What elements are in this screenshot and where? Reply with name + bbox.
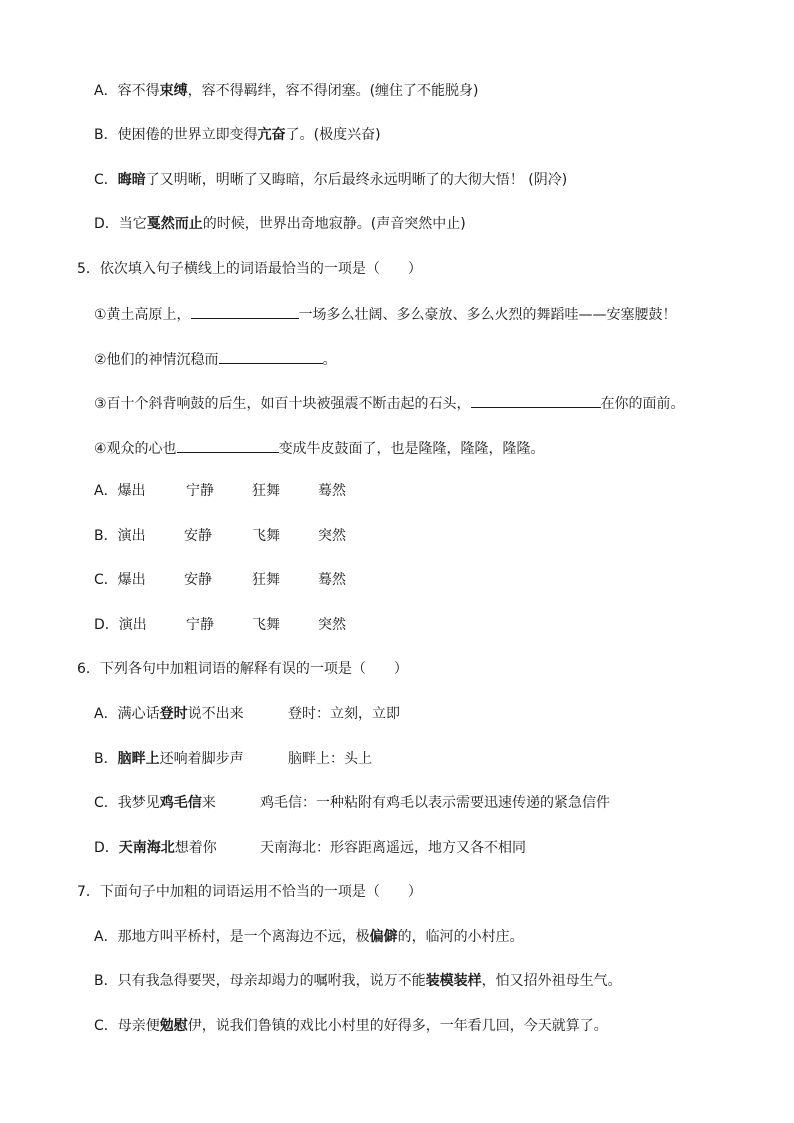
- q6-option-c-explanation: 鸡毛信：一种粘附有鸡毛以表示需要迅速传递的紧急信件: [260, 795, 610, 811]
- q5-option-d-word1: D．演出: [94, 617, 147, 633]
- q4-option-b-bold: 亢奋: [257, 127, 286, 143]
- q6-option-b-prefix: B．: [94, 751, 118, 767]
- q5-s4-end: 变成牛皮鼓面了，也是隆隆，隆隆，隆隆。: [278, 441, 545, 457]
- q6-option-a-explanation: 登时：立刻，立即: [288, 706, 400, 722]
- q7-option-a-rest: 的，临河的小村庄。: [397, 929, 524, 945]
- q6-option-b-bold: 脑畔上: [117, 751, 160, 767]
- q5-option-b: [94, 526, 394, 546]
- q7-option-c-rest: 伊，说我们鲁镇的戏比小村里的好得多，一年看几回，今天就算了。: [187, 1018, 608, 1034]
- q7-option-c-prefix: C．母亲便: [94, 1018, 160, 1034]
- q6-option-d-rest: 想着你: [174, 840, 217, 856]
- q5-s2-end: 。: [322, 352, 337, 368]
- q5-sentence-2: [94, 348, 337, 368]
- q5-option-a-word4: 蓦然: [318, 483, 346, 499]
- q4-option-a-rest: ，容不得羁绊，容不得闭塞。(缠住了不能脱身): [187, 83, 479, 99]
- q4-option-d-rest: 的时候，世界出奇地寂静。(声音突然中止): [202, 216, 466, 232]
- q5-option-b-word3: 飞舞: [252, 528, 280, 544]
- q5-option-a: [94, 481, 394, 501]
- q5-option-d-word3: 飞舞: [252, 617, 280, 633]
- q6-option-b-rest: 还响着脚步声: [159, 751, 244, 767]
- q6-option-d-bold: 天南海北: [118, 840, 175, 856]
- q7-option-b-prefix: B．只有我急得要哭，母亲却竭力的嘱咐我，说万不能: [94, 973, 426, 989]
- q6-option-a-rest: 说不出来: [187, 706, 244, 722]
- q5-s3-start: ③百十个斜背响鼓的后生，如百十块被强震不断击起的石头，: [94, 396, 471, 412]
- q7-option-b-rest: ，怕又招外祖母生气。: [481, 973, 622, 989]
- q5-option-a-word2: 宁静: [186, 483, 214, 499]
- q5-blank-3: [471, 392, 601, 408]
- q4-option-c-prefix: C．: [94, 172, 118, 188]
- q5-blank-4: [177, 437, 279, 453]
- q7-option-b-bold: 装模装样: [425, 973, 482, 989]
- q4-option-a-prefix: A．容不得: [94, 83, 160, 99]
- q5-s1-start: ①黄土高原上，: [94, 307, 191, 323]
- q6-option-a-bold: 登时: [159, 706, 188, 722]
- q5-s1-end: 一场多么壮阔、多么豪放、多么火烈的舞蹈哇——安塞腰鼓！: [298, 307, 677, 323]
- q5-stem: 5．依次填入句子横线上的词语最恰当的一项是（ ）: [77, 261, 422, 277]
- q5-s4-start: ④观众的心也: [94, 441, 177, 457]
- q4-option-a-bold: 束缚: [159, 83, 188, 99]
- q6-stem: 6．下列各句中加粗词语的解释有误的一项是（ ）: [77, 661, 408, 677]
- q5-option-c-word4: 蓦然: [318, 572, 346, 588]
- q5-option-b-word4: 突然: [318, 528, 346, 544]
- q6-option-a-prefix: A．满心话: [94, 706, 160, 722]
- q6-option-c-rest: 来: [201, 795, 216, 811]
- q5-option-c-word2: 安静: [184, 572, 212, 588]
- q7-option-c: [94, 1016, 608, 1036]
- q7-stem: 7．下面句子中加粗的词语运用不恰当的一项是（ ）: [77, 884, 422, 900]
- q4-option-d-prefix: D．当它: [94, 216, 147, 232]
- q6-option-c-prefix: C．我梦见: [94, 795, 160, 811]
- q6-option-c: [94, 793, 714, 813]
- q7-option-a-prefix: A．那地方叫平桥村，是一个离海边不远，极: [94, 929, 370, 945]
- q4-option-b-prefix: B．使困倦的世界立即变得: [94, 127, 258, 143]
- q5-option-d: [94, 615, 394, 635]
- q5-s3-end: 在你的面前。: [600, 396, 685, 412]
- q6-option-c-bold: 鸡毛信: [159, 795, 202, 811]
- q5-option-b-word1: B．演出: [94, 528, 146, 544]
- q5-blank-1: [191, 303, 299, 319]
- q5-option-d-word2: 宁静: [186, 617, 214, 633]
- q4-option-b: [94, 125, 381, 145]
- q4-option-c-rest: 了又明晰，明晰了又晦暗，尔后最终永远明晰了的大彻大悟！ (阴冷): [145, 172, 568, 188]
- q6-option-d: [94, 838, 714, 858]
- q5-option-b-word2: 安静: [184, 528, 212, 544]
- q5-sentence-4: [94, 437, 545, 457]
- q5-option-a-word1: A．爆出: [94, 483, 146, 499]
- q7-option-c-bold: 勉慰: [159, 1018, 188, 1034]
- q6-option-a: [94, 704, 714, 724]
- q5-sentence-1: [94, 303, 677, 323]
- q4-option-c-bold: 晦暗: [117, 172, 146, 188]
- q6-option-b: [94, 749, 714, 769]
- q5-blank-2: [219, 348, 323, 364]
- q4-option-d-bold: 戛然而止: [146, 216, 203, 232]
- q5-sentence-3: [94, 392, 685, 412]
- q4-option-d: [94, 214, 466, 234]
- q7-option-b: [94, 971, 622, 991]
- q6-option-b-explanation: 脑畔上：头上: [288, 751, 372, 767]
- q4-option-c: [94, 170, 567, 190]
- q5-option-c-word1: C．爆出: [94, 572, 146, 588]
- q5-option-a-word3: 狂舞: [252, 483, 280, 499]
- q5-option-d-word4: 突然: [318, 617, 346, 633]
- q5-s2-start: ②他们的神情沉稳而: [94, 352, 219, 368]
- q6-option-d-prefix: D．: [94, 840, 119, 856]
- q5-option-c-word3: 狂舞: [252, 572, 280, 588]
- q6-option-d-explanation: 天南海北：形容距离遥远，地方又各不相同: [260, 840, 526, 856]
- q7-option-a: [94, 927, 524, 947]
- q4-option-b-rest: 了。(极度兴奋): [285, 127, 381, 143]
- q5-option-c: [94, 570, 394, 590]
- q7-option-a-bold: 偏僻: [369, 929, 398, 945]
- q4-option-a: [94, 81, 479, 101]
